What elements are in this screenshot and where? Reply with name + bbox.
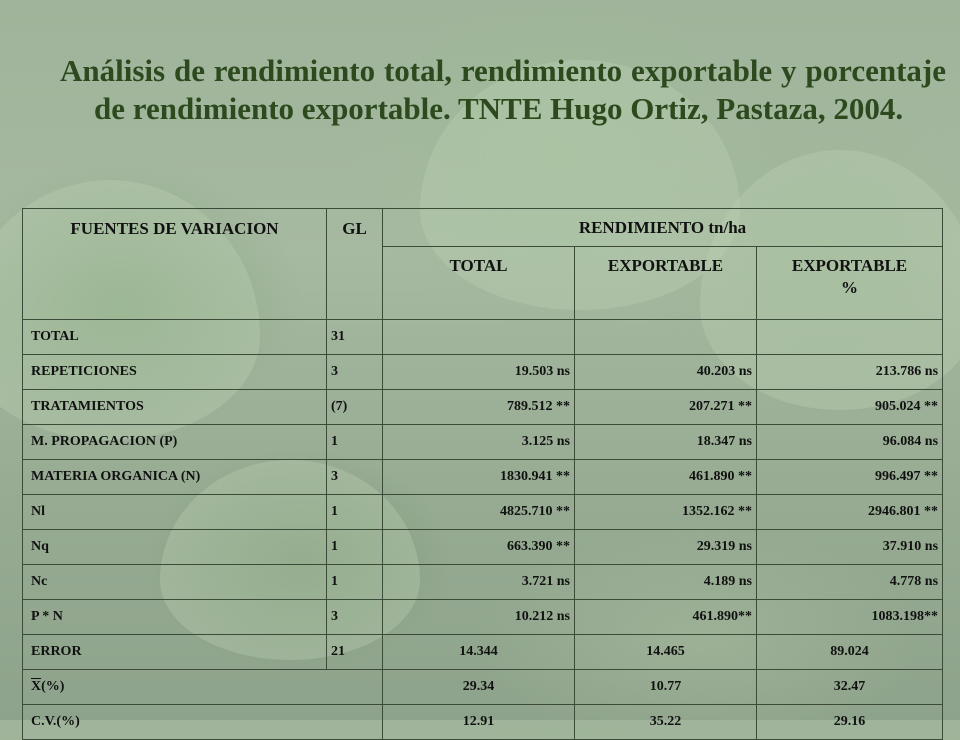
row-total: 789.512 ** (383, 390, 575, 425)
row-total: 10.212 ns (383, 600, 575, 635)
row-exportable: 29.319 ns (575, 530, 757, 565)
row-source: REPETICIONES (23, 355, 327, 390)
error-row (23, 635, 943, 670)
row-pct: 2946.801 ** (757, 495, 943, 530)
error-gl: 21 (327, 635, 383, 670)
error-source: ERROR (23, 635, 327, 670)
row-source: TRATAMIENTOS (23, 390, 327, 425)
row-exportable: 207.271 ** (575, 390, 757, 425)
row-source: TOTAL (23, 320, 327, 355)
mean-suffix: (%) (41, 679, 65, 694)
header-gl: GL (327, 209, 383, 320)
row-pct: 213.786 ns (757, 355, 943, 390)
row-exportable: 18.347 ns (575, 425, 757, 460)
row-exportable: 40.203 ns (575, 355, 757, 390)
row-total: 663.390 ** (383, 530, 575, 565)
row-total: 4825.710 ** (383, 495, 575, 530)
row-gl: 3 (327, 355, 383, 390)
anova-table (22, 208, 943, 740)
header-exportable: EXPORTABLE (575, 247, 757, 320)
row-exportable: 461.890** (575, 600, 757, 635)
row-total: 3.721 ns (383, 565, 575, 600)
header-total: TOTAL (383, 247, 575, 320)
row-pct: 96.084 ns (757, 425, 943, 460)
row-pct: 37.910 ns (757, 530, 943, 565)
row-gl: (7) (327, 390, 383, 425)
row-pct: 905.024 ** (757, 390, 943, 425)
header-rendimiento: RENDIMIENTO tn/ha (383, 209, 943, 247)
row-source: P * N (23, 600, 327, 635)
row-source: Nl (23, 495, 327, 530)
table-row (23, 600, 943, 635)
mean-symbol: $\overline{X}$ (31, 679, 42, 694)
row-exportable (575, 320, 757, 355)
cv-row (23, 705, 943, 740)
row-exportable: 4.189 ns (575, 565, 757, 600)
cv-exportable: 35.22 (575, 705, 757, 740)
header-exportable-pct-line1: EXPORTABLE (791, 256, 908, 275)
row-gl: 31 (327, 320, 383, 355)
error-pct: 89.024 (757, 635, 943, 670)
header-source: FUENTES DE VARIACION (23, 209, 327, 320)
error-exportable: 14.465 (575, 635, 757, 670)
row-source: MATERIA ORGANICA (N) (23, 460, 327, 495)
row-exportable: 461.890 ** (575, 460, 757, 495)
table-row (23, 460, 943, 495)
table-row (23, 530, 943, 565)
cv-source: C.V.(%) (23, 705, 383, 740)
row-gl: 1 (327, 565, 383, 600)
table-row (23, 425, 943, 460)
mean-source (23, 670, 383, 705)
row-pct: 996.497 ** (757, 460, 943, 495)
row-total: 3.125 ns (383, 425, 575, 460)
header-exportable-pct (757, 247, 943, 320)
row-source: M. PROPAGACION (P) (23, 425, 327, 460)
mean-row (23, 670, 943, 705)
row-gl: 1 (327, 530, 383, 565)
row-exportable: 1352.162 ** (575, 495, 757, 530)
cv-total: 12.91 (383, 705, 575, 740)
row-gl: 1 (327, 495, 383, 530)
table-row (23, 390, 943, 425)
table-row (23, 320, 943, 355)
row-source: Nq (23, 530, 327, 565)
row-source: Nc (23, 565, 327, 600)
row-gl: 1 (327, 425, 383, 460)
row-total: 1830.941 ** (383, 460, 575, 495)
table-row (23, 355, 943, 390)
row-total: 19.503 ns (383, 355, 575, 390)
mean-pct: 32.47 (757, 670, 943, 705)
table-row (23, 495, 943, 530)
error-total: 14.344 (383, 635, 575, 670)
page-title: Análisis de rendimiento total, rendimiento exportable y porcentaje de rendimiento exportable. TNTE Hugo Ortiz, Pastaza, 2004. (60, 53, 946, 126)
mean-total: 29.34 (383, 670, 575, 705)
row-pct: 4.778 ns (757, 565, 943, 600)
row-gl: 3 (327, 460, 383, 495)
row-gl: 3 (327, 600, 383, 635)
row-total (383, 320, 575, 355)
row-pct: 1083.198** (757, 600, 943, 635)
row-pct (757, 320, 943, 355)
header-row-1 (23, 209, 943, 247)
mean-exportable: 10.77 (575, 670, 757, 705)
header-exportable-pct-line2: % (841, 278, 858, 297)
cv-pct: 29.16 (757, 705, 943, 740)
table-row (23, 565, 943, 600)
